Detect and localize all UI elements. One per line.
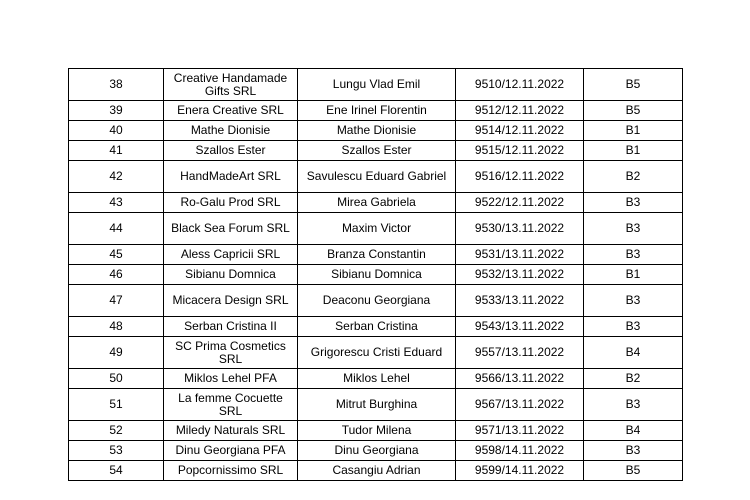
row-number-cell: 48 xyxy=(69,317,164,337)
category-cell: B5 xyxy=(584,101,683,121)
table-row xyxy=(69,461,683,481)
table-row xyxy=(69,265,683,285)
registration-number-cell: 9514/12.11.2022 xyxy=(456,121,584,141)
registration-number-cell: 9530/13.11.2022 xyxy=(456,213,584,245)
representative-cell: Miklos Lehel xyxy=(298,369,456,389)
representative-cell: Lungu Vlad Emil xyxy=(298,69,456,101)
row-number-cell: 45 xyxy=(69,245,164,265)
registration-number-cell: 9532/13.11.2022 xyxy=(456,265,584,285)
registration-number-cell: 9599/14.11.2022 xyxy=(456,461,584,481)
registration-table xyxy=(68,68,683,481)
registration-number-cell: 9510/12.11.2022 xyxy=(456,69,584,101)
representative-cell: Dinu Georgiana xyxy=(298,441,456,461)
registration-number-cell: 9571/13.11.2022 xyxy=(456,421,584,441)
registration-number-cell: 9512/12.11.2022 xyxy=(456,101,584,121)
row-number-cell: 40 xyxy=(69,121,164,141)
category-cell: B3 xyxy=(584,193,683,213)
company-name-cell: Sibianu Domnica xyxy=(164,265,298,285)
table-body xyxy=(69,69,683,481)
company-name-cell: La femme Cocuette SRL xyxy=(164,389,298,421)
registration-number-cell: 9567/13.11.2022 xyxy=(456,389,584,421)
table-row xyxy=(69,369,683,389)
row-number-cell: 44 xyxy=(69,213,164,245)
row-number-cell: 38 xyxy=(69,69,164,101)
company-name-cell: SC Prima Cosmetics SRL xyxy=(164,337,298,369)
representative-cell: Szallos Ester xyxy=(298,141,456,161)
company-name-cell: Popcornissimo SRL xyxy=(164,461,298,481)
table-row xyxy=(69,285,683,317)
company-name-cell: Miledy Naturals SRL xyxy=(164,421,298,441)
category-cell: B1 xyxy=(584,141,683,161)
category-cell: B5 xyxy=(584,69,683,101)
category-cell: B2 xyxy=(584,369,683,389)
company-name-cell: Aless Capricii SRL xyxy=(164,245,298,265)
registration-number-cell: 9522/12.11.2022 xyxy=(456,193,584,213)
registration-number-cell: 9543/13.11.2022 xyxy=(456,317,584,337)
row-number-cell: 49 xyxy=(69,337,164,369)
category-cell: B4 xyxy=(584,337,683,369)
registration-number-cell: 9531/13.11.2022 xyxy=(456,245,584,265)
row-number-cell: 43 xyxy=(69,193,164,213)
company-name-cell: HandMadeArt SRL xyxy=(164,161,298,193)
table-row xyxy=(69,245,683,265)
category-cell: B1 xyxy=(584,265,683,285)
representative-cell: Mirea Gabriela xyxy=(298,193,456,213)
table-row xyxy=(69,69,683,101)
registration-number-cell: 9557/13.11.2022 xyxy=(456,337,584,369)
registration-number-cell: 9533/13.11.2022 xyxy=(456,285,584,317)
company-name-cell: Ro-Galu Prod SRL xyxy=(164,193,298,213)
row-number-cell: 54 xyxy=(69,461,164,481)
representative-cell: Maxim Victor xyxy=(298,213,456,245)
category-cell: B3 xyxy=(584,317,683,337)
category-cell: B1 xyxy=(584,121,683,141)
company-name-cell: Miklos Lehel PFA xyxy=(164,369,298,389)
representative-cell: Mitrut Burghina xyxy=(298,389,456,421)
company-name-cell: Dinu Georgiana PFA xyxy=(164,441,298,461)
company-name-cell: Szallos Ester xyxy=(164,141,298,161)
table-row xyxy=(69,193,683,213)
representative-cell: Savulescu Eduard Gabriel xyxy=(298,161,456,193)
registration-number-cell: 9516/12.11.2022 xyxy=(456,161,584,193)
table-row xyxy=(69,421,683,441)
row-number-cell: 46 xyxy=(69,265,164,285)
representative-cell: Ene Irinel Florentin xyxy=(298,101,456,121)
representative-cell: Casangiu Adrian xyxy=(298,461,456,481)
category-cell: B3 xyxy=(584,245,683,265)
representative-cell: Sibianu Domnica xyxy=(298,265,456,285)
category-cell: B3 xyxy=(584,389,683,421)
company-name-cell: Micacera Design SRL xyxy=(164,285,298,317)
category-cell: B2 xyxy=(584,161,683,193)
category-cell: B3 xyxy=(584,213,683,245)
registration-number-cell: 9515/12.11.2022 xyxy=(456,141,584,161)
category-cell: B4 xyxy=(584,421,683,441)
row-number-cell: 52 xyxy=(69,421,164,441)
category-cell: B5 xyxy=(584,461,683,481)
category-cell: B3 xyxy=(584,441,683,461)
registration-number-cell: 9566/13.11.2022 xyxy=(456,369,584,389)
representative-cell: Serban Cristina xyxy=(298,317,456,337)
table-row xyxy=(69,161,683,193)
company-name-cell: Serban Cristina II xyxy=(164,317,298,337)
company-name-cell: Creative Handamade Gifts SRL xyxy=(164,69,298,101)
table-row xyxy=(69,101,683,121)
registration-number-cell: 9598/14.11.2022 xyxy=(456,441,584,461)
table-row xyxy=(69,121,683,141)
category-cell: B3 xyxy=(584,285,683,317)
representative-cell: Grigorescu Cristi Eduard xyxy=(298,337,456,369)
row-number-cell: 39 xyxy=(69,101,164,121)
table-row xyxy=(69,213,683,245)
row-number-cell: 50 xyxy=(69,369,164,389)
company-name-cell: Black Sea Forum SRL xyxy=(164,213,298,245)
table-row xyxy=(69,317,683,337)
representative-cell: Deaconu Georgiana xyxy=(298,285,456,317)
row-number-cell: 53 xyxy=(69,441,164,461)
row-number-cell: 47 xyxy=(69,285,164,317)
row-number-cell: 41 xyxy=(69,141,164,161)
company-name-cell: Enera Creative SRL xyxy=(164,101,298,121)
row-number-cell: 51 xyxy=(69,389,164,421)
row-number-cell: 42 xyxy=(69,161,164,193)
representative-cell: Mathe Dionisie xyxy=(298,121,456,141)
table-row xyxy=(69,141,683,161)
table-row xyxy=(69,389,683,421)
table-row xyxy=(69,441,683,461)
representative-cell: Branza Constantin xyxy=(298,245,456,265)
company-name-cell: Mathe Dionisie xyxy=(164,121,298,141)
table-row xyxy=(69,337,683,369)
representative-cell: Tudor Milena xyxy=(298,421,456,441)
